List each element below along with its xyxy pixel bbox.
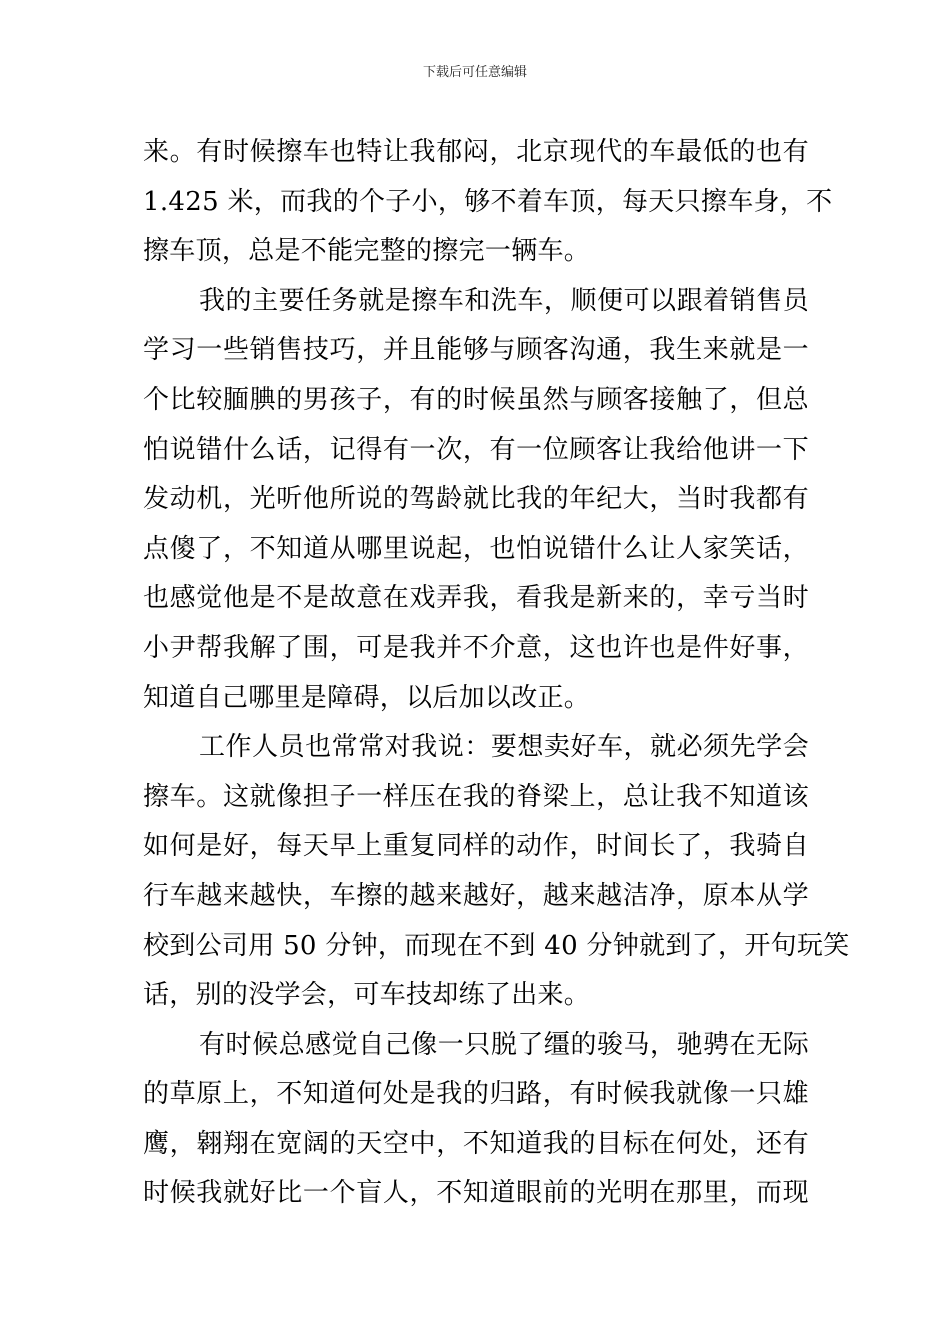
text-line: 擦车。这就像担子一样压在我的脊梁上，总让我不知道该 [143, 781, 809, 812]
text-line: 知道自己哪里是障碍，以后加以改正。 [143, 682, 591, 713]
text-line: 1.425 米，而我的个子小，够不着车顶，每天只擦车身，不 [143, 186, 833, 217]
text-line: 小尹帮我解了围，可是我并不介意，这也许也是件好事， [143, 632, 809, 663]
text-line: 工作人员也常常对我说：要想卖好车，就必须先学会 [199, 732, 809, 763]
text-line: 也感觉他是不是故意在戏弄我，看我是新来的，幸亏当时 [143, 583, 809, 614]
paragraph-4 [143, 1021, 809, 1219]
text-line: 鹰，翱翔在宽阔的天空中，不知道我的目标在何处，还有 [143, 1128, 809, 1159]
text-line: 来。有时候擦车也特让我郁闷，北京现代的车最低的也有 [143, 137, 809, 167]
text-line: 话，别的没学会，可车技却练了出来。 [143, 980, 591, 1011]
document-body [143, 128, 850, 1219]
text-line: 行车越来越快，车擦的越来越好，越来越洁净，原本从学 [143, 880, 809, 911]
page-header-note: 下载后可任意编辑 [422, 65, 527, 80]
text-line: 校到公司用 50 分钟，而现在不到 40 分钟就到了，开句玩笑 [143, 930, 850, 961]
text-line: 时候我就好比一个盲人，不知道眼前的光明在那里，而现 [143, 1178, 809, 1209]
paragraph-3 [143, 723, 850, 1021]
text-line: 擦车顶，总是不能完整的擦完一辆车。 [143, 236, 591, 267]
text-line: 的草原上，不知道何处是我的归路，有时候我就像一只雄 [143, 1079, 809, 1110]
text-line: 学习一些销售技巧，并且能够与顾客沟通，我生来就是一 [143, 335, 809, 366]
text-line: 我的主要任务就是擦车和洗车，顺便可以跟着销售员 [199, 285, 809, 316]
text-line: 有时候总感觉自己像一只脱了缰的骏马，驰骋在无际 [199, 1029, 809, 1060]
text-line: 发动机，光听他所说的驾龄就比我的年纪大，当时我都有 [143, 484, 809, 515]
paragraph-2 [143, 277, 809, 723]
text-line: 如何是好，每天早上重复同样的动作，时间长了，我骑自 [143, 831, 809, 862]
text-line: 个比较腼腆的男孩子，有的时候虽然与顾客接触了，但总 [143, 384, 809, 415]
paragraph-1 [143, 128, 833, 277]
text-line: 点傻了，不知道从哪里说起，也怕说错什么让人家笑话， [143, 533, 809, 564]
text-line: 怕说错什么话，记得有一次，有一位顾客让我给他讲一下 [143, 434, 809, 465]
